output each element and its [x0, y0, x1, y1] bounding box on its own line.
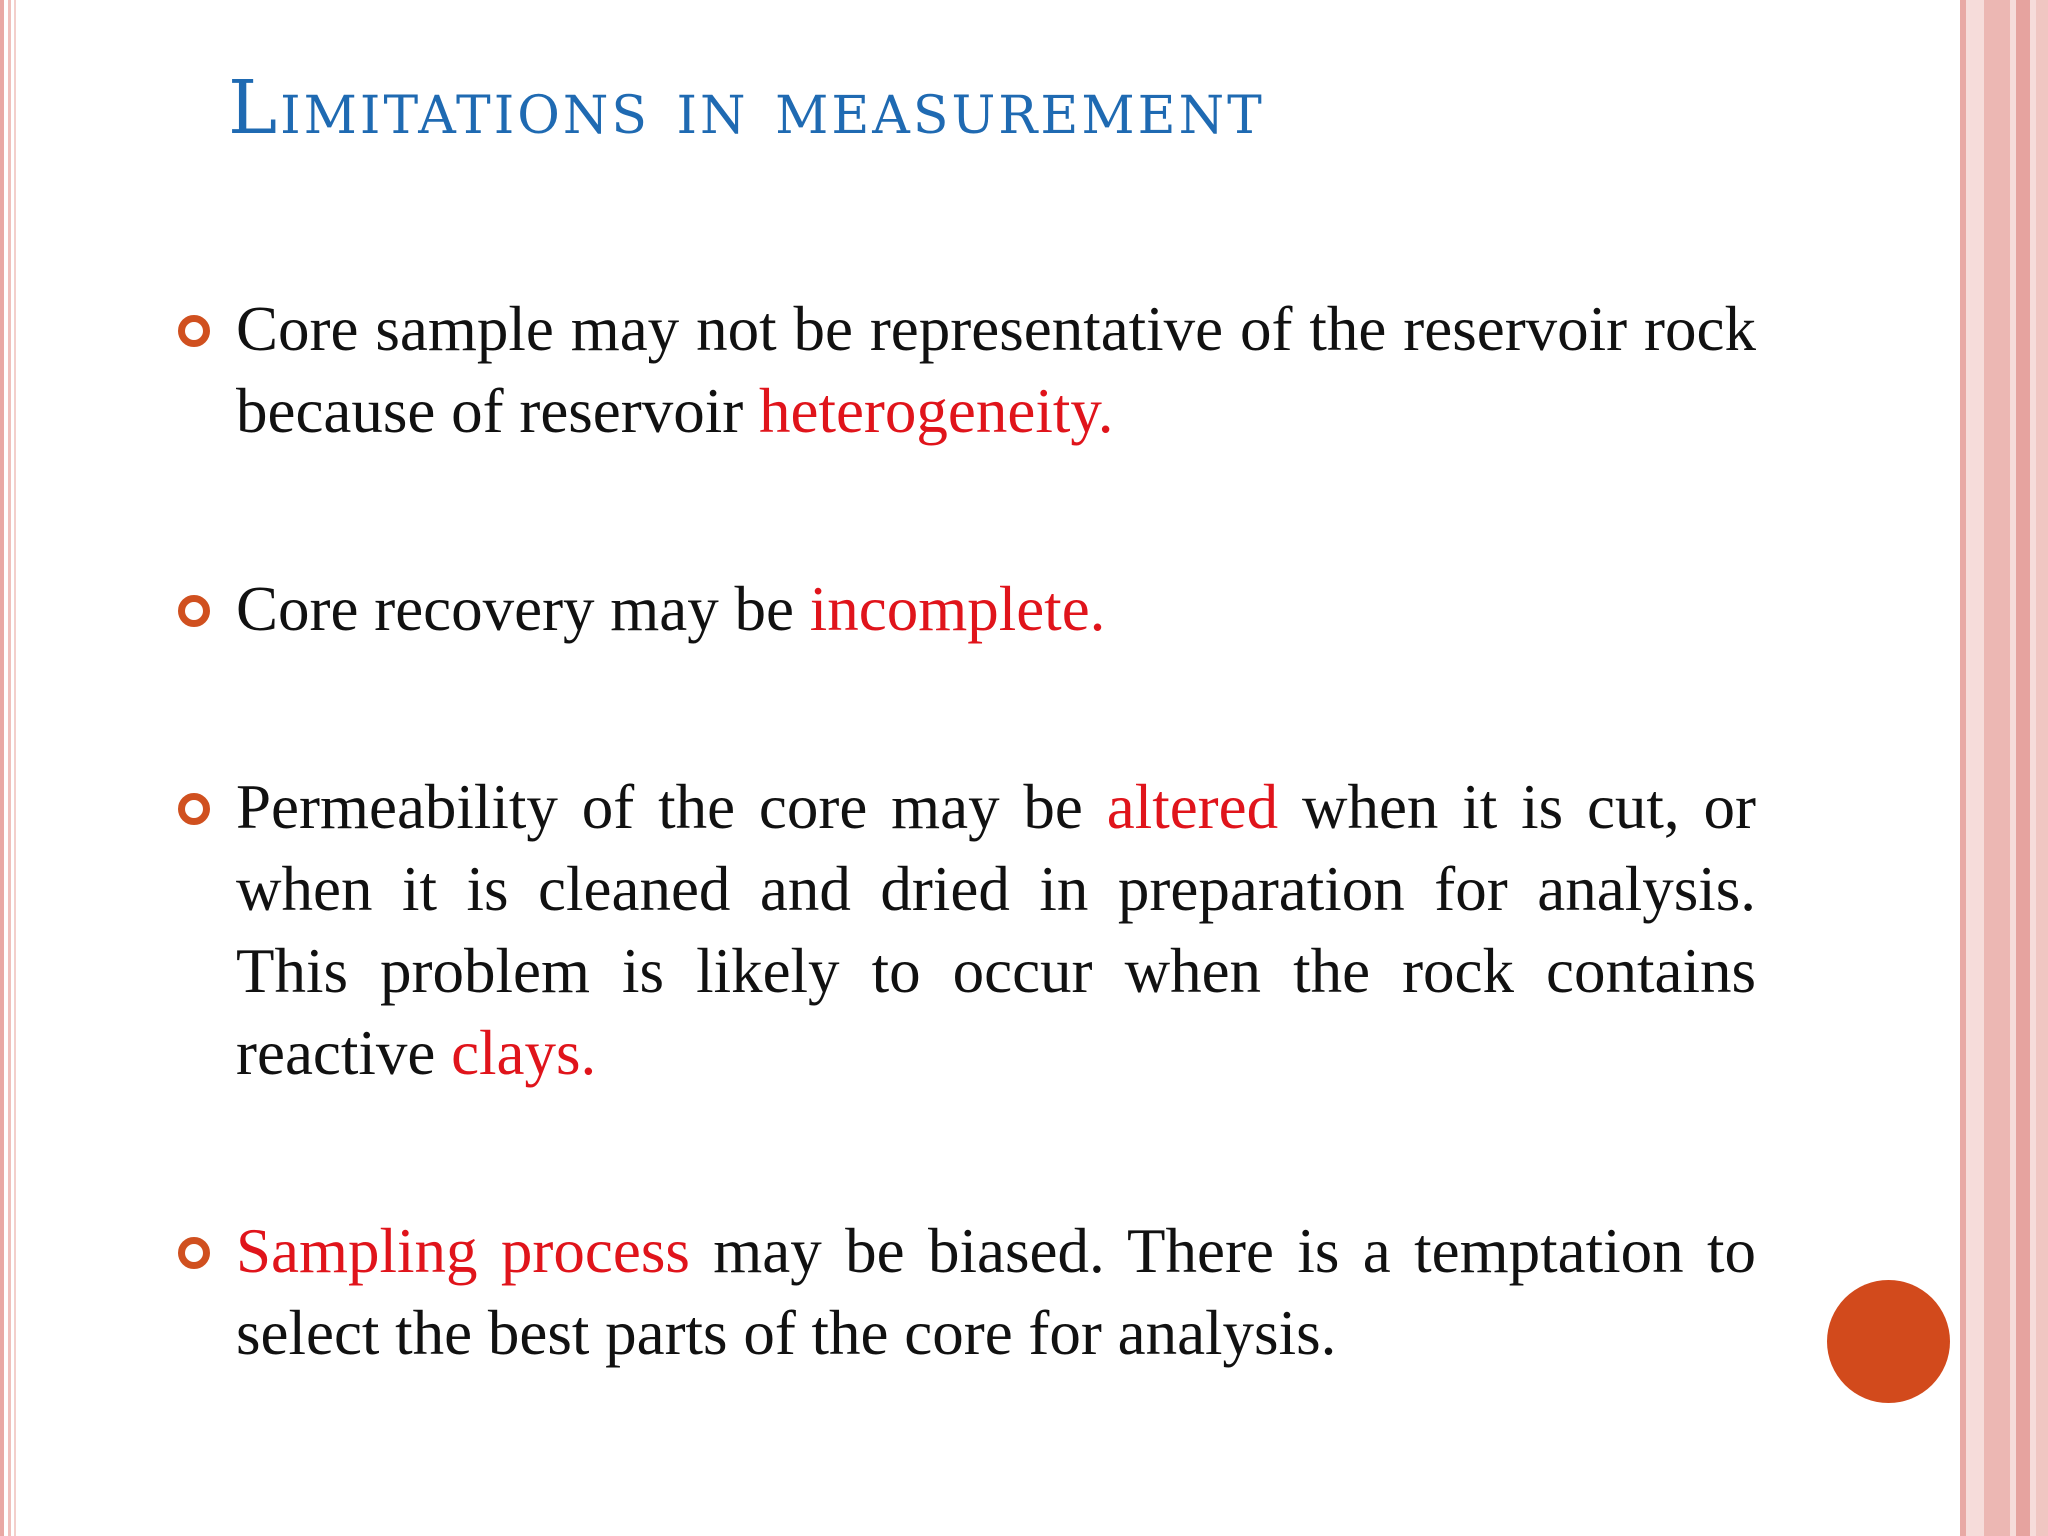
bullet-item — [236, 766, 1756, 1094]
bullet-item — [236, 288, 1756, 452]
bullet-text: when it is cut, or when it is cleaned and dried in preparation for analysis. This problem is likely to occur when the rock contains reactive — [236, 772, 1757, 1088]
highlight-text: incomplete. — [809, 574, 1106, 644]
highlight-text: clays. — [451, 1018, 597, 1088]
highlight-text: Sampling process — [236, 1216, 690, 1286]
bullet-text: Core sample may not be representative of the reservoir rock because of reservoir — [236, 294, 1756, 446]
slide-title: Limitations in measurement — [228, 65, 1265, 151]
bullet-ring-icon — [178, 793, 210, 825]
bullet-ring-icon — [178, 595, 210, 627]
highlight-text: altered — [1106, 772, 1279, 842]
bullet-text: Core recovery may be — [236, 574, 810, 644]
bullet-text: Permeability of the core may be — [236, 772, 1107, 842]
highlight-text: heterogeneity. — [758, 376, 1114, 446]
bullet-ring-icon — [178, 1237, 210, 1269]
bullet-text: may be biased. There is a temptation to select the best parts of the core for analysis. — [236, 1216, 1756, 1368]
bullet-item — [236, 568, 1756, 650]
bullet-ring-icon — [178, 315, 210, 347]
bullet-item — [236, 1210, 1756, 1374]
